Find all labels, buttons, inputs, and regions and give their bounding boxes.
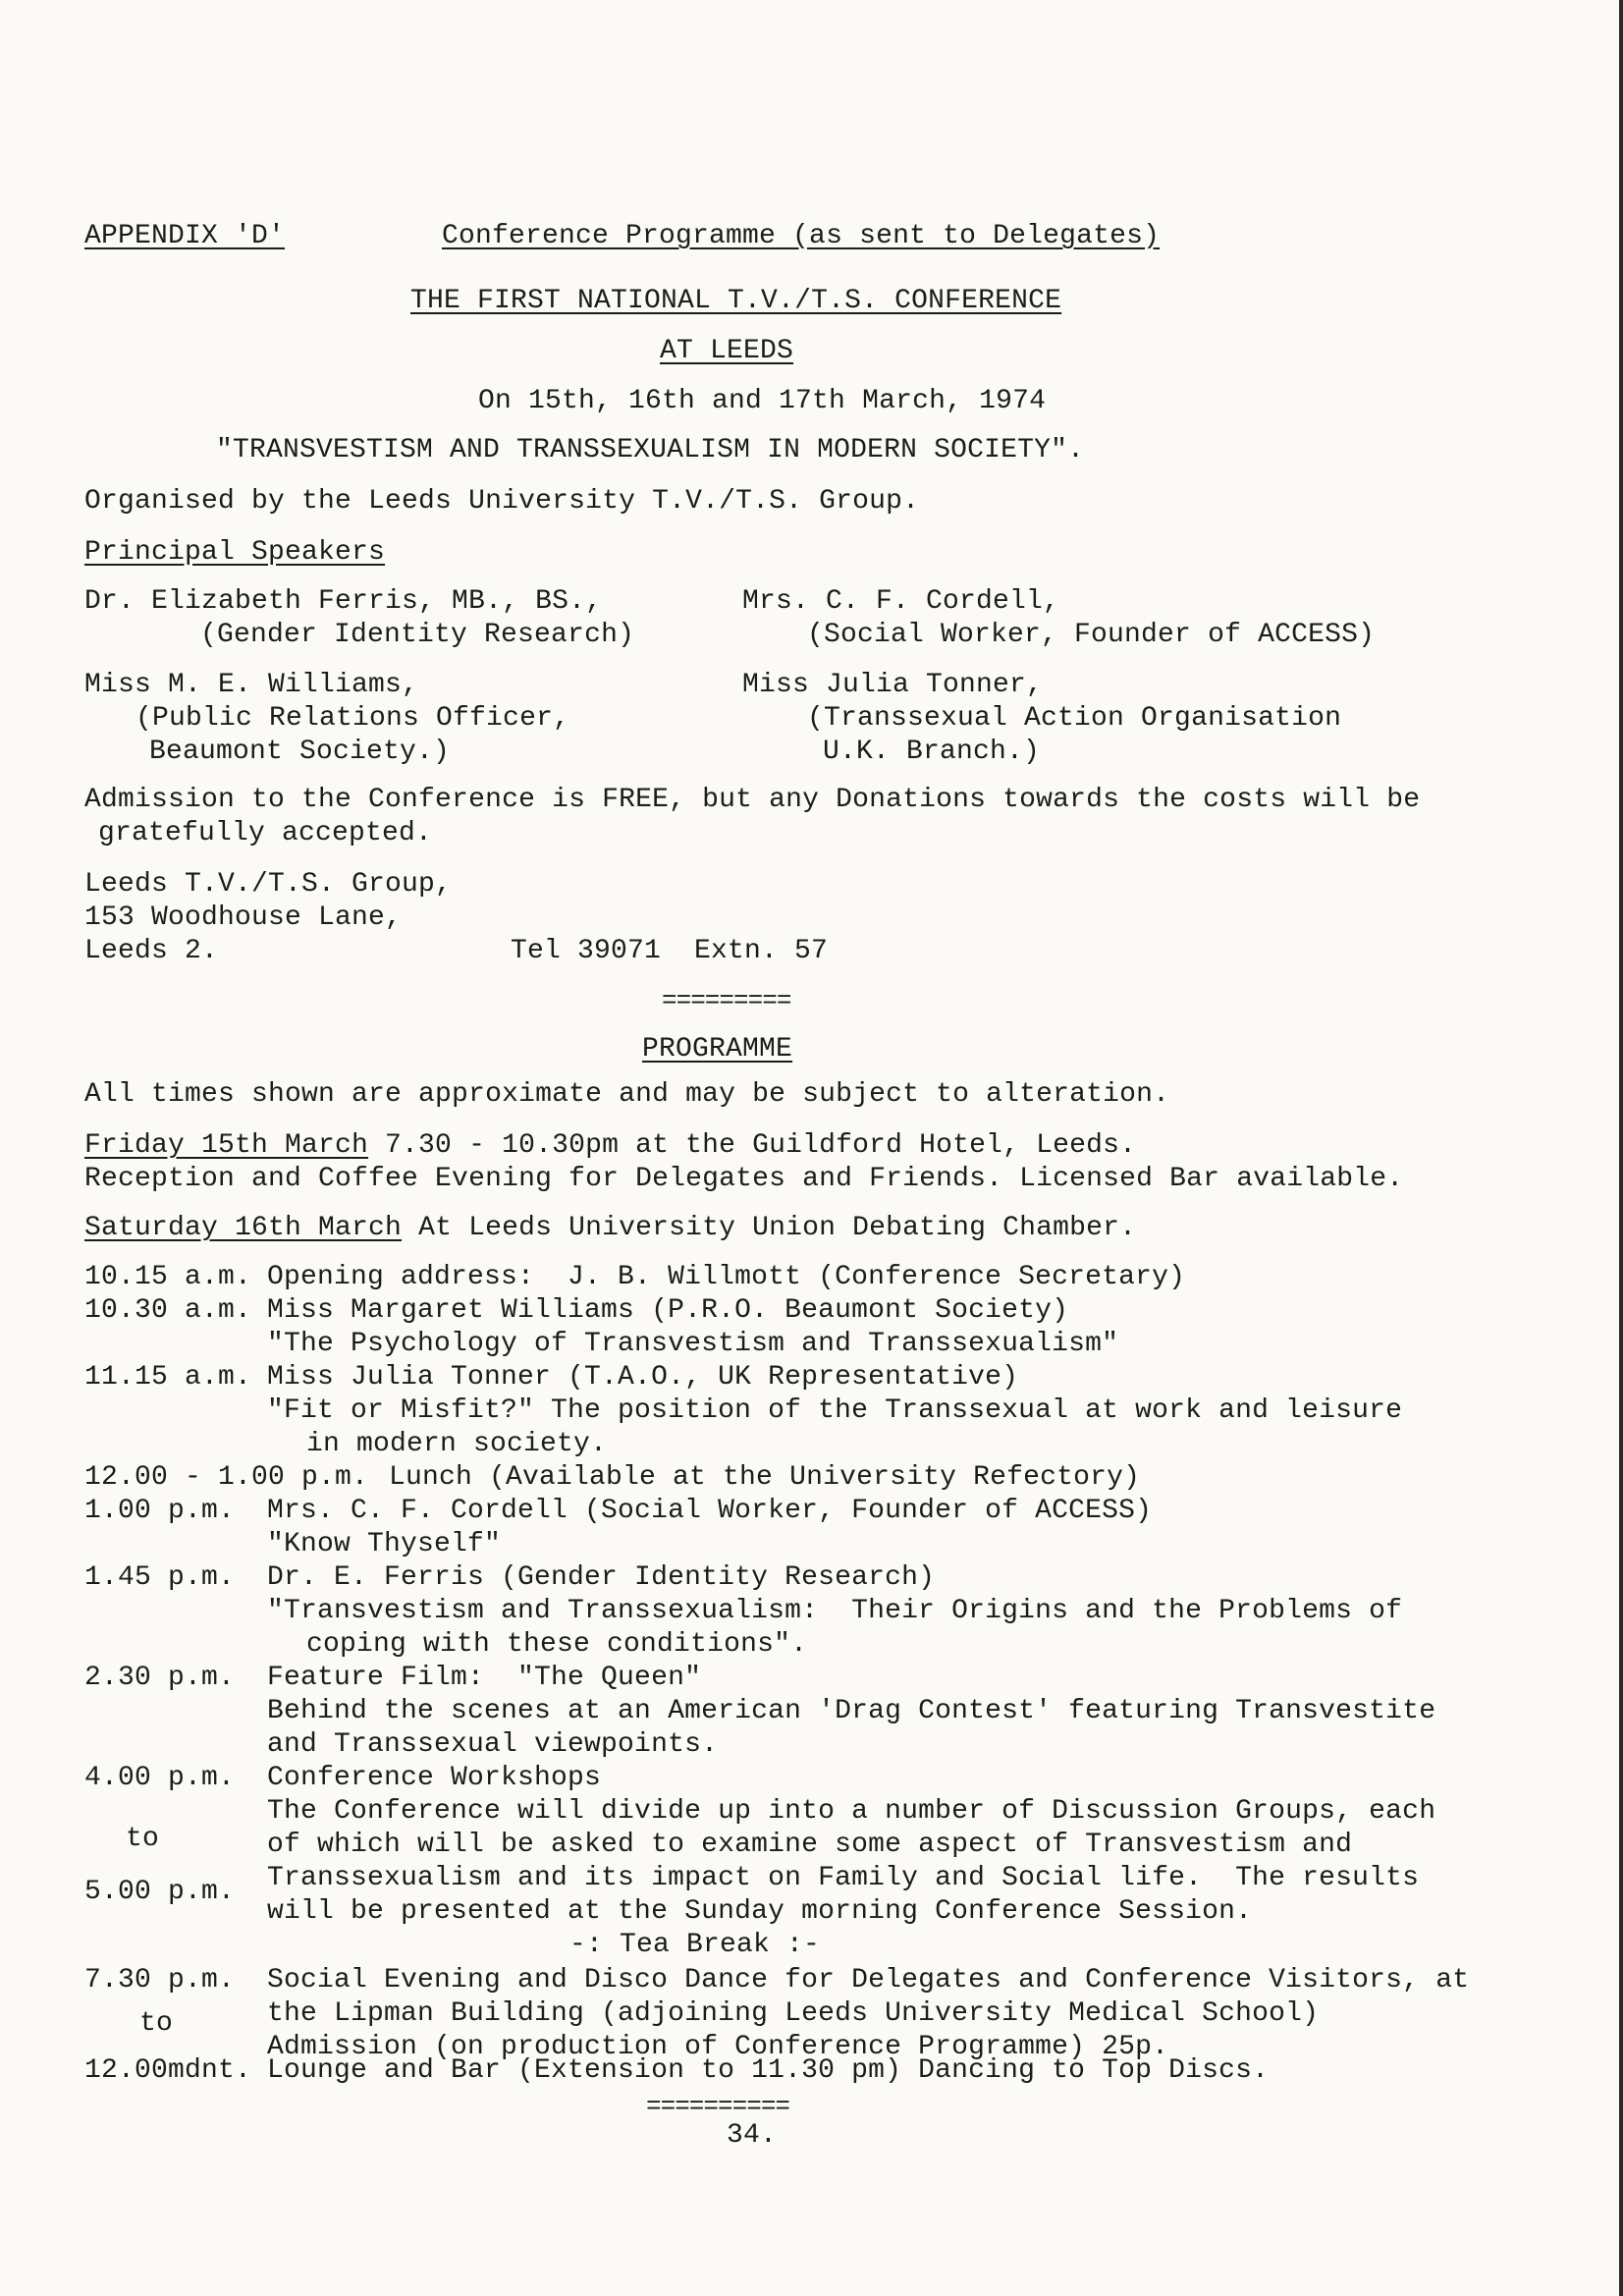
time-400-to: to xyxy=(126,1824,160,1854)
time-1030: 10.30 a.m. xyxy=(84,1295,252,1326)
item-ferris: Dr. E. Ferris (Gender Identity Research) xyxy=(267,1562,936,1593)
speaker-cordell-role: (Social Worker, Founder of ACCESS) xyxy=(807,620,1376,650)
separator-top: ========= xyxy=(662,986,791,1015)
time-lunch: 12.00 - 1.00 p.m. xyxy=(84,1462,369,1493)
document-subtitle: Conference Programme (as sent to Delegates) xyxy=(442,221,1161,251)
item-workshops: Conference Workshops xyxy=(267,1763,602,1793)
item-cordell-talk: "Know Thyself" xyxy=(267,1529,502,1559)
scan-edge xyxy=(1619,0,1623,2296)
speaker-ferris-name: Dr. Elizabeth Ferris, MB., BS., xyxy=(84,586,603,617)
programme-note: All times shown are approximate and may be subject to alteration. xyxy=(84,1079,1170,1110)
item-workshops-desc-2: of which will be asked to examine some aspect of Transvestism and xyxy=(267,1830,1353,1860)
address-line3: Leeds 2. xyxy=(84,936,219,966)
address-line1: Leeds T.V./T.S. Group, xyxy=(84,869,453,900)
conference-theme: "TRANSVESTISM AND TRANSSEXUALISM IN MODERN SOCIETY". xyxy=(216,435,1085,465)
conference-title: THE FIRST NATIONAL T.V./T.S. CONFERENCE xyxy=(410,286,1062,316)
speakers-heading: Principal Speakers xyxy=(84,537,386,568)
speaker-williams-role1: (Public Relations Officer, xyxy=(135,703,570,734)
item-tonner-talk-2: in modern society. xyxy=(306,1429,608,1459)
organiser-line: Organised by the Leeds University T.V./T.S. Group. xyxy=(84,486,920,517)
item-film-desc-2: and Transsexual viewpoints. xyxy=(267,1729,719,1760)
speaker-tonner-role1: (Transsexual Action Organisation xyxy=(807,703,1342,734)
time-730: 7.30 p.m. xyxy=(84,1965,236,1995)
item-lunch: Lunch (Available at the University Refectory) xyxy=(389,1462,1141,1493)
admission-line1: Admission to the Conference is FREE, but any Donations towards the costs will be xyxy=(84,785,1421,815)
conference-location: AT LEEDS xyxy=(660,336,794,366)
page-number: 34. xyxy=(727,2120,778,2151)
friday-text: 7.30 - 10.30pm at the Guildford Hotel, Leeds. xyxy=(368,1130,1137,1161)
item-williams: Miss Margaret Williams (P.R.O. Beaumont Society) xyxy=(267,1295,1069,1326)
item-social: Social Evening and Disco Dance for Delegates and Conference Visitors, at xyxy=(267,1965,1470,1995)
item-ferris-talk-2: coping with these conditions". xyxy=(306,1629,808,1660)
item-film-desc: Behind the scenes at an American 'Drag Contest' featuring Transvestite xyxy=(267,1696,1436,1726)
item-cordell: Mrs. C. F. Cordell (Social Worker, Founder of ACCESS) xyxy=(267,1496,1153,1526)
item-social-2: the Lipman Building (adjoining Leeds University Medical School) xyxy=(267,1998,1320,2029)
programme-heading: PROGRAMME xyxy=(642,1034,793,1065)
item-tonner-talk: "Fit or Misfit?" The position of the Transsexual at work and leisure xyxy=(267,1395,1403,1426)
time-1015: 10.15 a.m. xyxy=(84,1262,252,1292)
saturday-label: Saturday 16th March xyxy=(84,1213,403,1243)
conference-dates: On 15th, 16th and 17th March, 1974 xyxy=(478,386,1047,416)
item-williams-talk: "The Psychology of Transvestism and Transsexualism" xyxy=(267,1329,1119,1359)
item-social-4: Lounge and Bar (Extension to 11.30 pm) Dancing to Top Discs. xyxy=(267,2055,1270,2086)
item-tonner: Miss Julia Tonner (T.A.O., UK Representative) xyxy=(267,1362,1019,1393)
appendix-label: APPENDIX 'D' xyxy=(84,221,286,251)
time-400: 4.00 p.m. xyxy=(84,1763,236,1793)
friday-line2: Reception and Coffee Evening for Delegates and Friends. Licensed Bar available. xyxy=(84,1164,1404,1194)
speaker-cordell-name: Mrs. C. F. Cordell, xyxy=(742,586,1060,617)
saturday-line xyxy=(84,1212,1136,1245)
item-workshops-desc-1: The Conference will divide up into a number of Discussion Groups, each xyxy=(267,1796,1436,1827)
telephone: Tel 39071 Extn. 57 xyxy=(511,936,829,966)
time-145: 1.45 p.m. xyxy=(84,1562,236,1593)
friday-line xyxy=(84,1129,1136,1163)
separator-bottom: ========== xyxy=(646,2092,790,2121)
item-workshops-desc-4: will be presented at the Sunday morning Conference Session. xyxy=(267,1896,1253,1927)
speaker-tonner-name: Miss Julia Tonner, xyxy=(742,670,1044,700)
time-100: 1.00 p.m. xyxy=(84,1496,236,1526)
speaker-ferris-role: (Gender Identity Research) xyxy=(200,620,635,650)
time-500: 5.00 p.m. xyxy=(84,1877,236,1907)
item-opening: Opening address: J. B. Willmott (Conference Secretary) xyxy=(267,1262,1186,1292)
speaker-williams-role2: Beaumont Society.) xyxy=(149,737,451,767)
item-ferris-talk: "Transvestism and Transsexualism: Their Origins and the Problems of xyxy=(267,1596,1403,1626)
address-line2: 153 Woodhouse Lane, xyxy=(84,902,403,933)
saturday-text: At Leeds University Union Debating Chamber. xyxy=(402,1213,1137,1243)
speaker-williams-name: Miss M. E. Williams, xyxy=(84,670,419,700)
item-social-3: Admission (on production of Conference Programme) 25p. xyxy=(267,2032,1169,2062)
speaker-tonner-role2: U.K. Branch.) xyxy=(823,737,1041,767)
item-film: Feature Film: "The Queen" xyxy=(267,1663,702,1693)
time-1115: 11.15 a.m. xyxy=(84,1362,252,1393)
item-workshops-desc-3: Transsexualism and its impact on Family and Social life. The results xyxy=(267,1863,1420,1893)
friday-label: Friday 15th March xyxy=(84,1130,369,1161)
time-midnight: 12.00mdnt. xyxy=(84,2055,252,2086)
admission-line2: gratefully accepted. xyxy=(98,818,433,848)
time-230: 2.30 p.m. xyxy=(84,1663,236,1693)
time-730-to: to xyxy=(139,2008,174,2039)
tea-break: -: Tea Break :- xyxy=(569,1930,821,1960)
